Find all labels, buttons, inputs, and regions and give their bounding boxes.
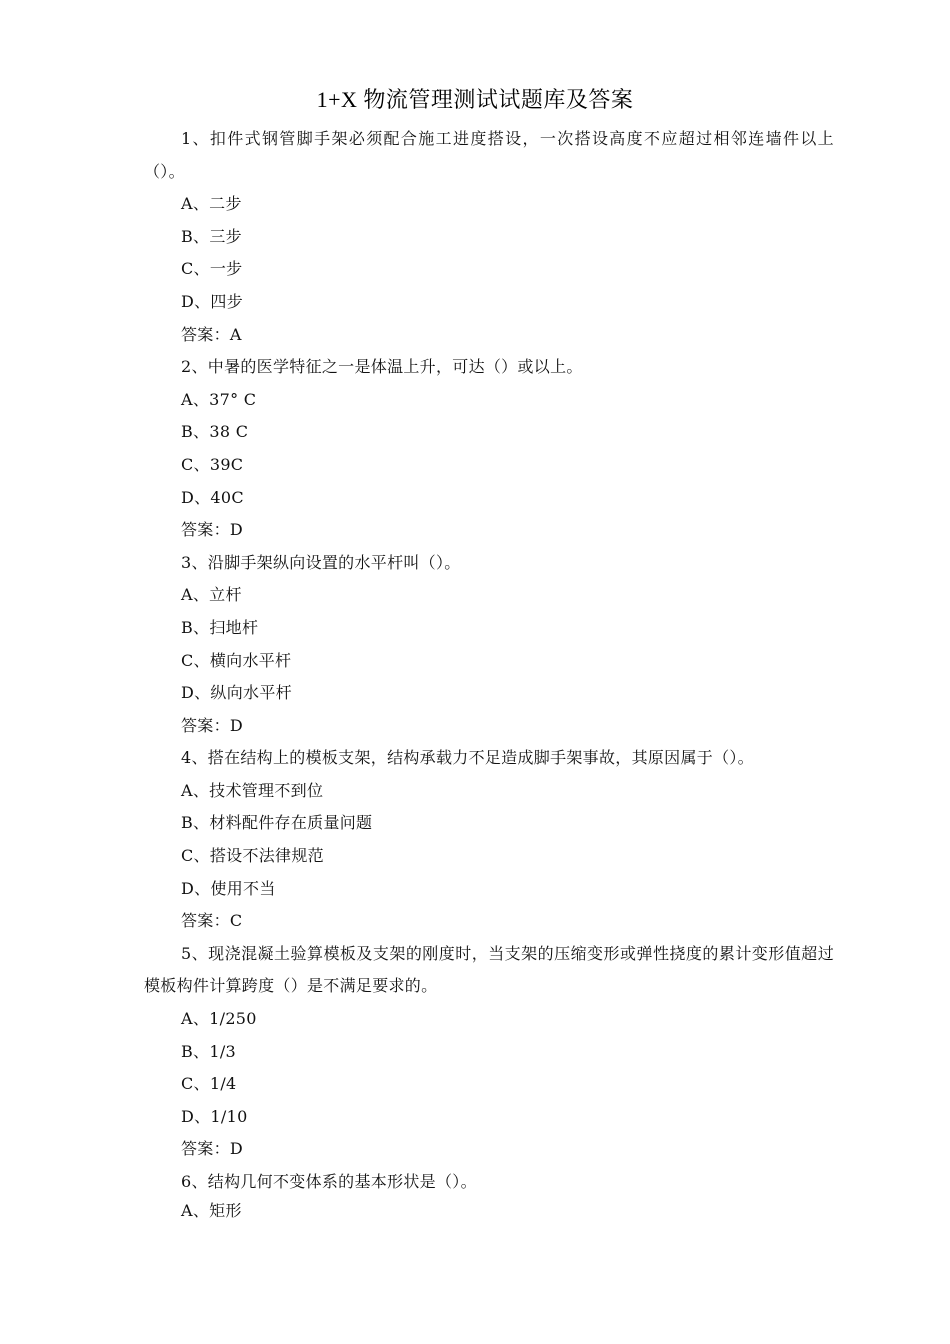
option-c: C、1/4 (181, 1074, 237, 1094)
question-2 (144, 351, 834, 547)
option-b: B、三步 (181, 226, 242, 246)
option-d: D、纵向水平杆 (181, 683, 292, 703)
option-a: A、1/250 (181, 1009, 257, 1029)
option-b: B、38 C (181, 422, 249, 442)
question-list (144, 123, 834, 1223)
option-b: B、扫地杆 (181, 617, 259, 637)
option-a: A、技术管理不到位 (181, 780, 324, 800)
option-d: D、使用不当 (181, 878, 276, 898)
option-a: A、二步 (181, 194, 242, 214)
option-d: D、1/10 (181, 1106, 248, 1126)
option-d: D、40C (181, 487, 244, 507)
option-a: A、立杆 (181, 585, 242, 605)
question-stem: 2、中暑的医学特征之一是体温上升，可达（）或以上。 (181, 357, 583, 377)
answer-line: 答案：D (181, 520, 244, 540)
option-b: B、1/3 (181, 1041, 237, 1061)
answer-line: 答案：D (181, 715, 244, 735)
option-d: D、四步 (181, 291, 244, 311)
question-4 (144, 742, 834, 938)
question-stem: 1、扣件式钢管脚手架必须配合施工进度搭设，一次搭设高度不应超过相邻连墙件以上（）。 (144, 129, 834, 181)
question-1 (144, 123, 834, 351)
option-c: C、横向水平杆 (181, 650, 292, 670)
document-title: 1+X 物流管理测试试题库及答案 (316, 87, 634, 112)
question-3 (144, 547, 834, 743)
question-stem: 6、结构几何不变体系的基本形状是（）。 (181, 1172, 477, 1191)
question-stem: 3、沿脚手架纵向设置的水平杆叫（）。 (181, 552, 461, 572)
option-a: A、矩形 (181, 1200, 242, 1220)
question-5 (144, 938, 834, 1166)
question-stem: 5、现浇混凝土验算模板及支架的刚度时，当支架的压缩变形或弹性挠度的累计变形值超过模板构件计算跨度（）是不满足要求的。 (144, 943, 834, 996)
question-6 (144, 1166, 834, 1223)
option-c: C、39C (181, 454, 244, 474)
option-c: C、搭设不法律规范 (181, 846, 324, 866)
question-stem: 4、搭在结构上的模板支架，结构承载力不足造成脚手架事故，其原因属于（）。 (181, 748, 754, 768)
answer-line: 答案：C (181, 911, 243, 931)
answer-line: 答案：D (181, 1139, 244, 1159)
answer-line: 答案：A (181, 324, 242, 344)
option-b: B、材料配件存在质量问题 (181, 813, 373, 833)
option-a: A、37° C (181, 389, 257, 409)
option-c: C、一步 (181, 259, 243, 279)
